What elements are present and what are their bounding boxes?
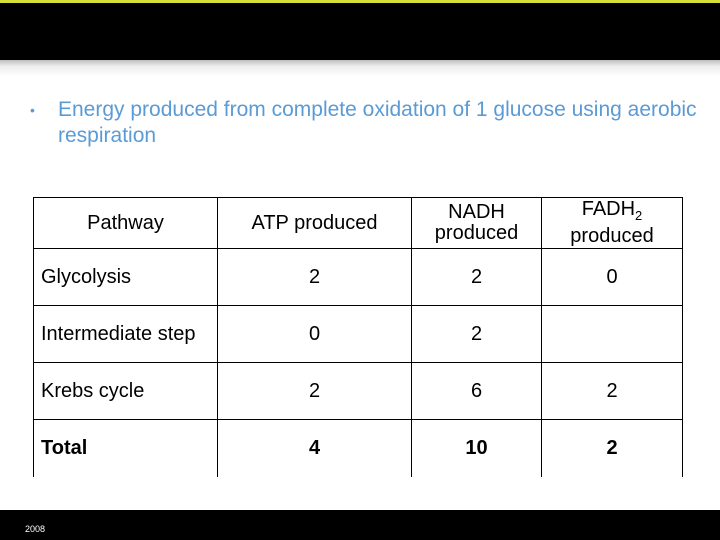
row-krebs-nadh: 6 xyxy=(411,363,541,420)
row-krebs-atp: 2 xyxy=(217,363,411,420)
row-total-pathway: Total xyxy=(33,420,217,477)
row-glycolysis-atp: 2 xyxy=(217,249,411,306)
footer-year: 2008 xyxy=(25,524,46,534)
row-intermediate-pathway: Intermediate step xyxy=(33,306,217,363)
header-pathway: Pathway xyxy=(33,197,217,249)
header-fadh2-base: FADH xyxy=(581,198,636,220)
row-intermediate-fadh2 xyxy=(541,306,683,363)
row-glycolysis-fadh2: 0 xyxy=(541,249,683,306)
bullet-dot-icon: • xyxy=(30,102,35,118)
bottom-banner xyxy=(0,510,720,540)
header-atp: ATP produced xyxy=(217,197,411,249)
row-krebs-pathway: Krebs cycle xyxy=(33,363,217,420)
energy-table xyxy=(33,197,683,477)
bullet-text: Energy produced from complete oxidation of 1 glucose using aerobic respiration xyxy=(58,98,697,147)
row-total-atp: 4 xyxy=(217,420,411,477)
row-intermediate-nadh: 2 xyxy=(411,306,541,363)
row-total-nadh: 10 xyxy=(411,420,541,477)
header-fadh2-sub: 2 xyxy=(635,208,643,223)
header-nadh-line2: produced xyxy=(434,222,519,244)
row-intermediate-atp: 0 xyxy=(217,306,411,363)
row-glycolysis-pathway: Glycolysis xyxy=(33,249,217,306)
header-fadh2 xyxy=(541,197,683,249)
row-glycolysis-nadh: 2 xyxy=(411,249,541,306)
header-nadh xyxy=(411,197,541,249)
top-banner xyxy=(0,0,720,60)
row-krebs-fadh2: 2 xyxy=(541,363,683,420)
row-total-fadh2: 2 xyxy=(541,420,683,477)
header-nadh-line1: NADH xyxy=(448,201,505,223)
bullet-point xyxy=(30,97,700,149)
header-fadh2-line2: produced xyxy=(570,225,654,247)
